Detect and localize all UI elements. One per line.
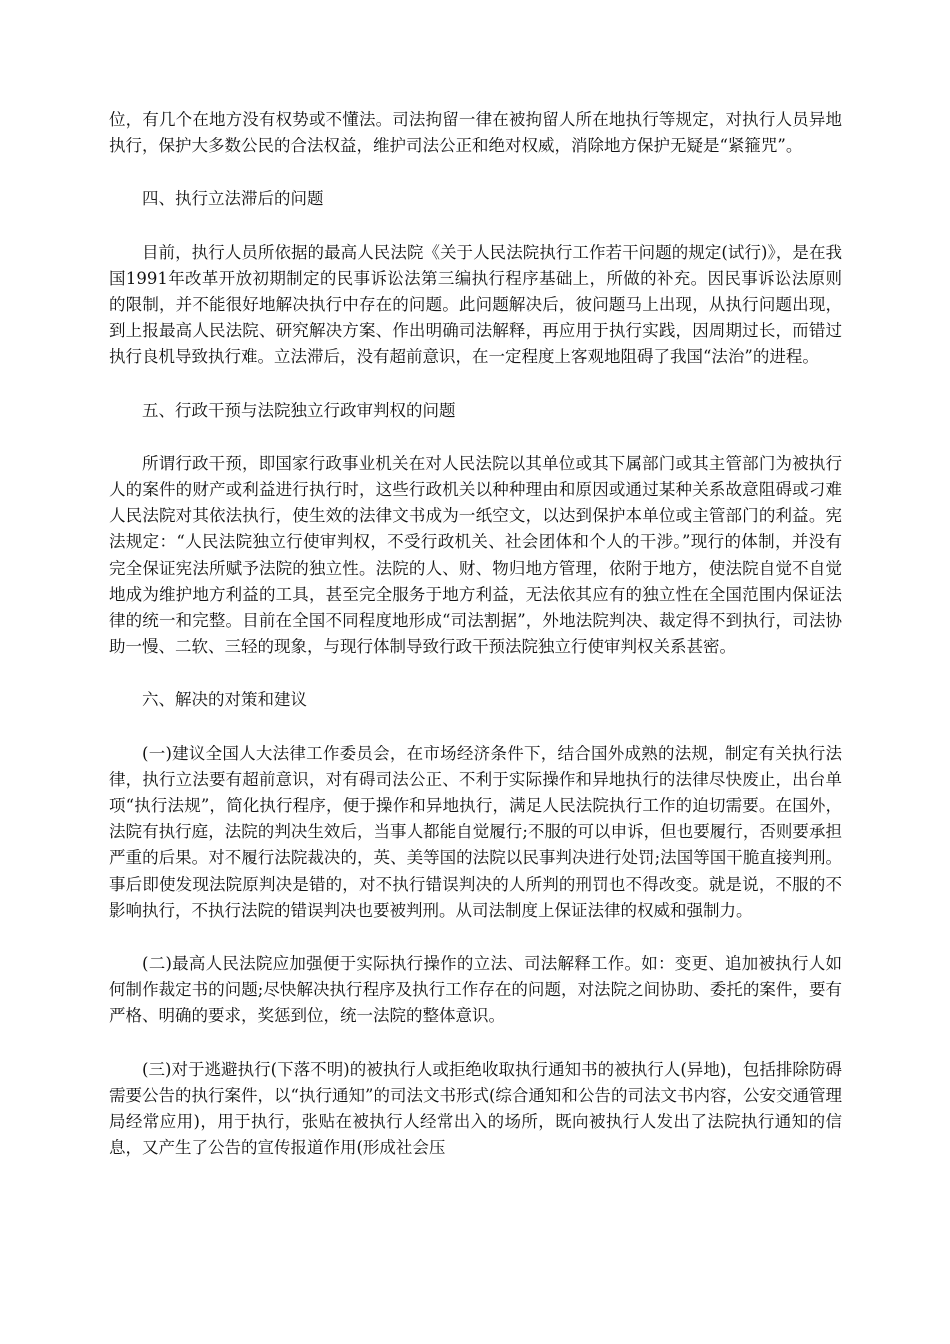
paragraph-suggestion-1: (一)建议全国人大法律工作委员会，在市场经济条件下，结合国外成熟的法规，制定有关执行法律，执行立法要有超前意识，对有碍司法公正、不利于实际操作和异地执行的法律尽快废止，出台单项“执行法规”，简化执行程序，便于操作和异地执行，满足人民法院执行工作的迫切需要。在国外，法院有执行庭，法院的判决生效后，当事人都能自觉履行;不服的可以申诉，但也要履行，否则要承担严重的后果。对不履行法院裁决的，英、美等国的法院以民事判决进行处罚;法国等国干脆直接判刑。事后即使发现法院原判决是错的，对不执行错误判决的人所判的刑罚也不得改变。就是说，不服的不影响执行，不执行法院的错误判决也要被判刑。从司法制度上保证法律的权威和强制力。 <box>109 743 842 920</box>
document-page <box>109 107 842 1189</box>
section-heading-5: 五、行政干预与法院独立行政审判权的问题 <box>142 400 456 420</box>
paragraph-suggestion-3: (三)对于逃避执行(下落不明)的被执行人或拒绝收取执行通知书的被执行人(异地)，包括排除防碍需要公告的执行案件，以“执行通知”的司法文书形式(综合通知和公告的司法文书内容，公安交通管理局经常应用)，用于执行，张贴在被执行人经常出入的场所，既向被执行人发出了法院执行通知的信息，又产生了公告的宣传报道作用(形成社会压 <box>109 1059 842 1158</box>
section-heading-4: 四、执行立法滞后的问题 <box>142 189 324 209</box>
paragraph-administrative-interference: 所谓行政干预，即国家行政事业机关在对人民法院以其单位或其下属部门或其主管部门为被执行人的案件的财产或利益进行执行时，这些行政机关以种种理由和原因或通过某种关系故意阻碍或刁难人民法院对其依法执行，使生效的法律文书成为一纸空文，以达到保护本单位或主管部门的利益。宪法规定：“人民法院独立行使审判权，不受行政机关、社会团体和个人的干涉。”现行的体制，并没有完全保证宪法所赋予法院的独立性。法院的人、财、物归地方管理，依附于地方，使法院自觉不自觉地成为维护地方利益的工具，甚至完全服务于地方利益，无法依其应有的独立性在全国范围内保证法律的统一和完整。目前在全国不同程度地形成“司法割据”，外地法院判决、裁定得不到执行，司法协助一慢、二软、三轻的现象，与现行体制导致行政干预法院独立行使审判权关系甚密。 <box>109 453 842 657</box>
paragraph-suggestion-2: (二)最高人民法院应加强便于实际执行操作的立法、司法解释工作。如：变更、追加被执行人如何制作裁定书的问题;尽快解决执行程序及执行工作存在的问题，对法院之间协助、委托的案件，要有严格、明确的要求，奖惩到位，统一法院的整体意识。 <box>109 954 842 1026</box>
paragraph-continuation: 位，有几个在地方没有权势或不懂法。司法拘留一律在被拘留人所在地执行等规定，对执行人员异地执行，保护大多数公民的合法权益，维护司法公正和绝对权威，消除地方保护无疑是“紧箍咒”。 <box>109 110 842 156</box>
paragraph-legislation-lag: 目前，执行人员所依据的最高人民法院《关于人民法院执行工作若干问题的规定(试行)》，是在我国1991年改革开放初期制定的民事诉讼法第三编执行程序基础上，所做的补充。因民事诉讼法原则的限制，并不能很好地解决执行中存在的问题。此问题解决后，彼问题马上出现，从执行问题出现，到上报最高人民法院、研究解决方案、作出明确司法解释，再应用于执行实践，因周期过长，而错过执行良机导致执行难。立法滞后，没有超前意识，在一定程度上客观地阻碍了我国“法治”的进程。 <box>109 242 842 367</box>
section-heading-6: 六、解决的对策和建议 <box>142 690 307 710</box>
